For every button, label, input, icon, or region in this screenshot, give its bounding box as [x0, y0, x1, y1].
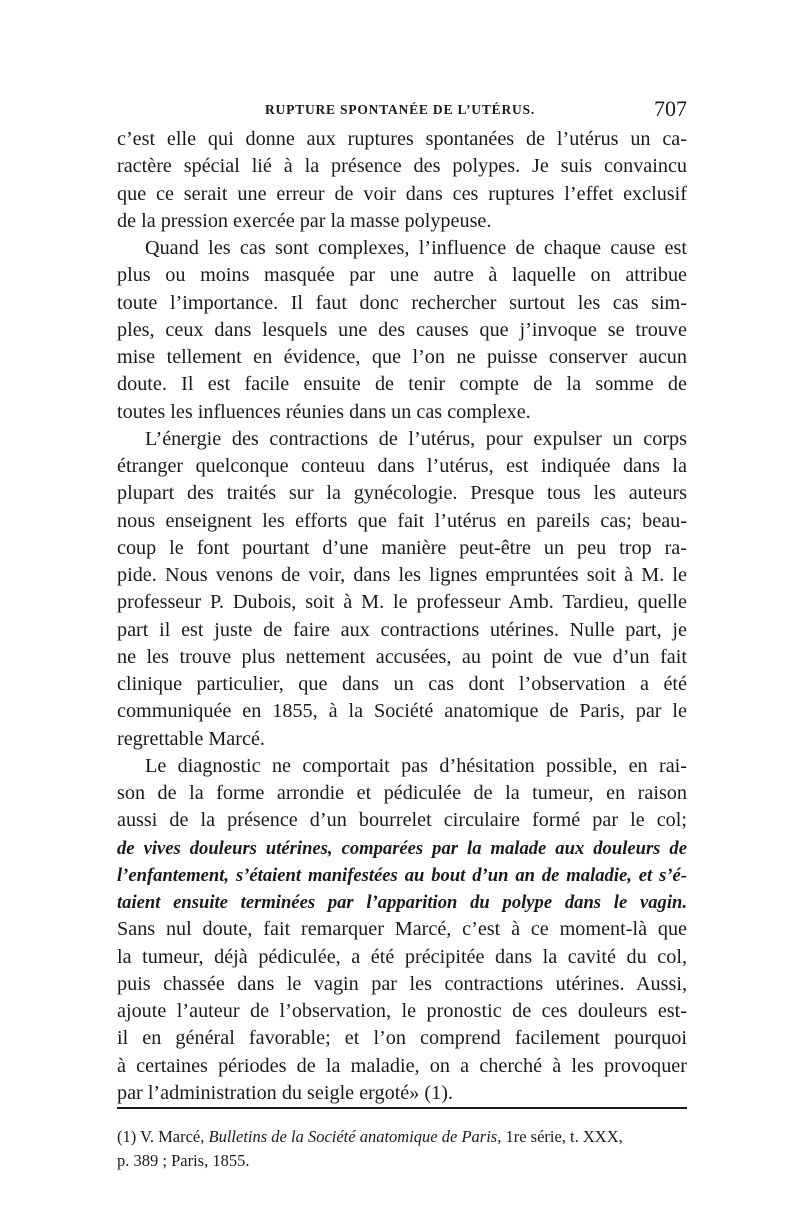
- text-line: ajoute l’auteur de l’observation, le pronostic de ces douleurs est-: [117, 1000, 687, 1022]
- text-line: ractère spécial lié à la présence des polypes. Je suis convaincu: [117, 155, 687, 178]
- text-line: de vives douleurs utérines, comparées par la malade aux douleurs de: [117, 837, 687, 859]
- footnote-line-1: [117, 1125, 687, 1149]
- text-line: la tumeur, déjà pédiculée, a été précipitée dans la cavité du col,: [117, 945, 687, 968]
- text-line: doute. Il est facile ensuite de tenir compte de la somme de: [117, 373, 687, 396]
- text-line: ples, ceux dans lesquels une des causes que j’invoque se trouve: [117, 318, 687, 341]
- text-line: toutes les influences réunies dans un cas complexe.: [117, 400, 531, 423]
- text-line: Quand les cas sont complexes, l’influence de chaque cause est: [145, 237, 687, 259]
- text-line: étranger quelconque conteuu dans l’utérus, est indiquée dans la: [117, 455, 687, 477]
- text-line: l’enfantement, s’étaient manifestées au bout d’un an de maladie, et s’é-: [117, 864, 687, 886]
- footnote-journal: Bulletins de la Société anatomique de Paris,: [208, 1127, 502, 1146]
- text-line: puis chassée dans le vagin par les contractions utérines. Aussi,: [117, 972, 687, 995]
- text-line: L’énergie des contractions de l’utérus, pour expulser un corps: [145, 427, 687, 450]
- text-line: à certaines périodes de la maladie, on a cherché à les provoquer: [117, 1054, 687, 1077]
- footnote: [117, 1125, 687, 1173]
- text-line: communiquée en 1855, à la Société anatomique de Paris, par le: [117, 700, 687, 723]
- footnote-rule: [117, 1107, 687, 1109]
- text-line: taient ensuite terminées par l’apparition du polype dans le vagin.: [117, 892, 687, 913]
- text-line: nous enseignent les efforts que fait l’utérus en pareils cas; beau-: [117, 509, 687, 532]
- footnote-line-2: p. 389 ; Paris, 1855.: [117, 1151, 250, 1170]
- text-line: plus ou moins masquée par une autre à laquelle on attribue: [117, 264, 687, 287]
- text-line: par l’administration du seigle ergoté» (1).: [117, 1081, 453, 1104]
- text-line: ne les trouve plus nettement accusées, au point de vue d’un fait: [117, 645, 687, 668]
- text-line: part il est juste de faire aux contractions utérines. Nulle part, je: [117, 618, 687, 641]
- text-line: regrettable Marcé.: [117, 727, 265, 750]
- text-line: son de la forme arrondie et pédiculée de la tumeur, en raison: [117, 782, 687, 804]
- text-line: pide. Nous venons de voir, dans les lignes empruntées soit à M. le: [117, 564, 687, 586]
- footnote-prefix: (1) V. Marcé,: [117, 1127, 205, 1146]
- text-line: Sans nul doute, fait remarquer Marcé, c’est à ce moment-là que: [117, 918, 687, 941]
- body-text: [117, 126, 687, 1107]
- page-number: 707: [654, 96, 687, 121]
- text-line: clinique particulier, que dans un cas dont l’observation a été: [117, 673, 687, 695]
- text-line: de la pression exercée par la masse polypeuse.: [117, 209, 492, 232]
- footnote-suffix: 1re série, t. XXX,: [505, 1127, 623, 1146]
- text-line: Le diagnostic ne comportait pas d’hésitation possible, en rai-: [145, 754, 687, 777]
- text-line: c’est elle qui donne aux ruptures spontanées de l’utérus un ca-: [117, 128, 687, 150]
- text-line: mise tellement en évidence, que l’on ne puisse conserver aucun: [117, 346, 687, 368]
- text-line: plupart des traités sur la gynécologie. Presque tous les auteurs: [117, 482, 687, 505]
- text-line: que ce serait une erreur de voir dans ces ruptures l’effet exclusif: [117, 182, 687, 205]
- text-line: professeur P. Dubois, soit à M. le professeur Amb. Tardieu, quelle: [117, 591, 687, 614]
- text-line: aussi de la présence d’un bourrelet circulaire formé par le col;: [117, 809, 687, 832]
- text-line: toute l’importance. Il faut donc rechercher surtout les cas sim-: [117, 291, 687, 314]
- text-line: il en général favorable; et l’on comprend facilement pourquoi: [117, 1027, 687, 1050]
- text-line: coup le font pourtant d’une manière peut-être un peu trop ra-: [117, 536, 687, 559]
- page-header: [117, 96, 687, 126]
- running-title: RUPTURE SPONTANÉE DE L’UTÉRUS.: [265, 102, 536, 117]
